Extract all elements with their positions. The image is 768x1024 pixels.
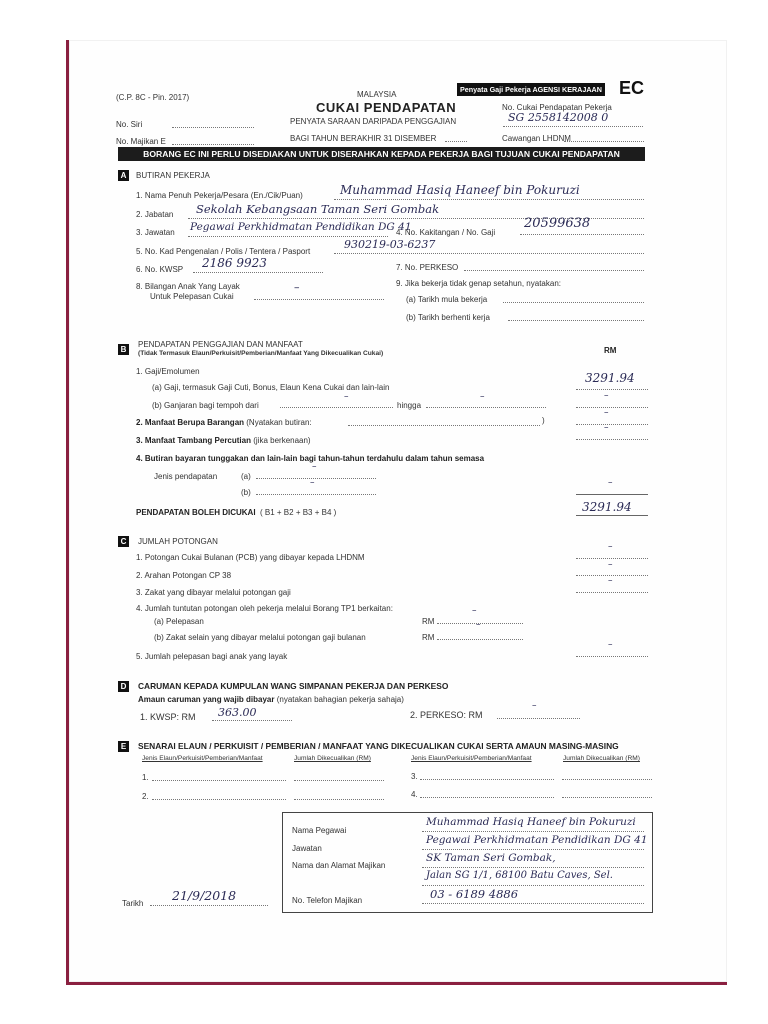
telefon-majikan-label: No. Telefon Majikan [292, 896, 363, 905]
form-subtitle: PENYATA SARAAN DARIPADA PENGGAJIAN [290, 117, 457, 126]
tarikh-mula-field[interactable] [503, 302, 644, 303]
tax-no-label: No. Cukai Pendapatan Pekerja [502, 103, 612, 112]
jawatan-value[interactable]: Pegawai Perkhidmatan Pendidikan DG 41 [190, 221, 412, 233]
jawatan-label: 3. Jawatan [136, 228, 175, 237]
e-row-4-num: 4. [411, 790, 418, 799]
no-majikan-label: No. Majikan E [116, 137, 166, 146]
ic-value[interactable]: 930219-03-6237 [344, 238, 436, 251]
section-b-marker: B [118, 344, 129, 355]
section-b-subtitle: (Tidak Termasuk Elaun/Perkuisit/Pemberian/Manfaat Yang Dikecualikan Cukai) [138, 350, 384, 357]
total-label: PENDAPATAN BOLEH DICUKAI [136, 508, 256, 517]
manfaat-barangan-value[interactable]: – [604, 408, 609, 418]
section-d-sub-hint: (nyatakan bahagian pekerja sahaja) [276, 695, 404, 704]
jenis-label: Jenis pendapatan [154, 472, 218, 481]
ganjaran-rm-value[interactable]: – [604, 391, 609, 401]
country-label: MALAYSIA [357, 90, 397, 99]
manfaat-percutian-hint: (jika berkenaan) [253, 436, 311, 445]
pcb-value[interactable]: – [608, 542, 613, 552]
anak-line [254, 299, 384, 300]
instruction-banner: BORANG EC INI PERLU DISEDIAKAN UNTUK DISERAHKAN KEPADA PEKERJA BAGI TUJUAN CUKAI PENDAPATAN [118, 147, 645, 161]
nama-pegawai-label: Nama Pegawai [292, 826, 347, 835]
hingga-label: hingga [397, 401, 422, 410]
branch-label: Cawangan LHDNM [502, 134, 571, 143]
manfaat-percutian-line [576, 439, 648, 440]
kwsp-amount-label: 1. KWSP: RM [140, 712, 196, 722]
telefon-majikan-value[interactable]: 03 - 6189 4886 [430, 887, 519, 901]
ic-label: 5. No. Kad Pengenalan / Polis / Tentera / Pasport [136, 247, 311, 256]
anak-label-2: Untuk Pelepasan Cukai [150, 292, 234, 301]
e-row-3-jenis[interactable] [420, 779, 554, 780]
e-row-2-jumlah[interactable] [294, 799, 384, 800]
gaji-a-label: (a) Gaji, termasuk Gaji Cuti, Bonus, Elaun Kena Cukai dan lain-lain [152, 383, 390, 392]
gaji-label: 1. Gaji/Emolumen [136, 367, 200, 376]
paren-close: ) [542, 416, 545, 425]
tax-no-value[interactable]: SG 2558142008 0 [508, 111, 609, 124]
year-label: BAGI TAHUN BERAKHIR 31 DISEMBER [290, 134, 437, 143]
no-siri-field[interactable] [172, 127, 254, 128]
section-a-marker: A [118, 170, 129, 181]
perkeso-amount-label: 2. PERKESO: RM [410, 710, 483, 720]
e-row-2-num: 2. [142, 792, 149, 801]
jabatan-value[interactable]: Sekolah Kebangsaan Taman Seri Gombak [196, 202, 440, 216]
zakat-value[interactable]: – [608, 576, 613, 586]
tunggakan-value[interactable]: – [608, 478, 613, 488]
e-row-1-jenis[interactable] [152, 780, 286, 781]
total-row [136, 508, 336, 517]
manfaat-barangan-hint: (Nyatakan butiran: [246, 418, 312, 427]
e-row-2-jenis[interactable] [152, 799, 286, 800]
zakat-lain-line [437, 639, 523, 640]
jenis-b-label: (b) [241, 488, 251, 497]
kwsp-label: 6. No. KWSP [136, 265, 184, 274]
name-label: 1. Nama Penuh Pekerja/Pesara (En./Cik/Puan) [136, 191, 303, 200]
zakat-lain-label: (b) Zakat selain yang dibayar melalui potongan gaji bulanan [154, 633, 366, 642]
pcb-label: 1. Potongan Cukai Bulanan (PCB) yang dibayar kepada LHDNM [136, 553, 365, 562]
pelepasan-rm: RM [422, 617, 435, 626]
manfaat-barangan-field[interactable] [348, 425, 540, 426]
perkeso-field[interactable] [464, 270, 644, 271]
tarikh-line [150, 905, 268, 906]
ganjaran-dari-line [280, 407, 393, 408]
anak-pelepasan-line [576, 656, 648, 657]
section-b-title: PENDAPATAN PENGGAJIAN DAN MANFAAT [138, 340, 303, 349]
manfaat-percutian-text: 3. Manfaat Tambang Percutian [136, 436, 251, 445]
e-row-1-num: 1. [142, 773, 149, 782]
branch-field[interactable] [564, 141, 644, 142]
no-majikan-field[interactable] [172, 144, 254, 145]
col-jumlah-right: Jumlah Dikecualikan (RM) [563, 755, 640, 762]
agency-badge: Penyata Gaji Pekerja AGENSI KERAJAAN [457, 83, 605, 96]
e-row-1-jumlah[interactable] [294, 780, 384, 781]
kwsp-line [193, 272, 323, 273]
alamat-line-2 [422, 885, 644, 886]
pcb-line [576, 558, 648, 559]
perkeso-label: 7. No. PERKESO [396, 263, 459, 272]
tidak-genap-label: 9. Jika bekerja tidak genap setahun, nyatakan: [396, 279, 561, 288]
kwsp-amount-line [212, 720, 292, 721]
e-row-3-num: 3. [411, 772, 418, 781]
anak-pelepasan-label: 5. Jumlah pelepasan bagi anak yang layak [136, 652, 288, 661]
tarikh-mula-label: (a) Tarikh mula bekerja [406, 295, 488, 304]
name-value[interactable]: Muhammad Hasiq Haneef bin Pokuruzi [340, 183, 580, 197]
section-d-sub-bold: Amaun caruman yang wajib dibayar [138, 695, 275, 704]
nama-pegawai-value[interactable]: Muhammad Hasiq Haneef bin Pokuruzi [426, 816, 636, 828]
ganjaran-rm-line [576, 407, 648, 408]
tunggakan-label: 4. Butiran bayaran tunggakan dan lain-lain bagi tahun-tahun terdahulu dalam tahun semasa [136, 454, 485, 463]
col-jenis-left: Jenis Elaun/Perkuisit/Pemberian/Manfaat [142, 755, 263, 762]
form-title: CUKAI PENDAPATAN [316, 100, 457, 115]
e-row-4-jenis[interactable] [420, 797, 554, 798]
ic-line [334, 253, 644, 254]
tarikh-label: Tarikh [122, 899, 144, 908]
ganjaran-hingga-value[interactable]: – [480, 392, 485, 402]
e-row-3-jumlah[interactable] [562, 779, 652, 780]
tunggakan-line [576, 494, 648, 495]
anak-label-1: 8. Bilangan Anak Yang Layak [136, 282, 240, 291]
jabatan-label: 2. Jabatan [136, 210, 174, 219]
no-siri-label: No. Siri [116, 120, 143, 129]
jenis-a-label: (a) [241, 472, 251, 481]
alamat-majikan-value-1[interactable]: SK Taman Seri Gombak, [426, 852, 556, 864]
jenis-b-line [256, 494, 376, 495]
kakitangan-label: 4. No. Kakitangan / No. Gaji [396, 228, 496, 237]
rm-header: RM [604, 346, 617, 355]
kakitangan-line [520, 234, 644, 235]
manfaat-barangan-label [136, 418, 312, 427]
pelepasan-value[interactable]: – [472, 606, 477, 616]
gaji-a-line [576, 389, 648, 390]
total-formula: ( B1 + B2 + B3 + B4 ) [260, 508, 337, 517]
kakitangan-value[interactable]: 20599638 [524, 216, 591, 231]
cp38-label: 2. Arahan Potongan CP 38 [136, 571, 232, 580]
manfaat-barangan-text: 2. Manfaat Berupa Barangan [136, 418, 245, 427]
jawatan-pegawai-value[interactable]: Pegawai Perkhidmatan Pendidikan DG 41 [426, 834, 648, 846]
section-c-marker: C [118, 536, 129, 547]
tarikh-berhenti-field[interactable] [508, 320, 644, 321]
gaji-a-value[interactable]: 3291.94 [585, 371, 635, 385]
total-value[interactable]: 3291.94 [582, 500, 632, 514]
form-code: (C.P. 8C - Pin. 2017) [116, 93, 190, 102]
telefon-majikan-line [422, 903, 644, 904]
tarikh-value[interactable]: 21/9/2018 [172, 888, 237, 903]
tp1-label: 4. Jumlah tuntutan potongan oleh pekerja melalui Borang TP1 berkaitan: [136, 604, 393, 613]
anak-value[interactable]: – [294, 281, 300, 294]
cp38-value[interactable]: – [608, 560, 613, 570]
section-d-title: CARUMAN KEPADA KUMPULAN WANG SIMPANAN PEKERJA DAN PERKESO [138, 681, 449, 691]
zakat-line [576, 592, 648, 593]
perkeso-amount-value[interactable]: – [532, 701, 537, 711]
alamat-majikan-value-2[interactable]: Jalan SG 1/1, 68100 Batu Caves, Sel. [426, 870, 613, 881]
col-jumlah-left: Jumlah Dikecualikan (RM) [294, 755, 371, 762]
manfaat-percutian-label [136, 436, 311, 445]
year-field[interactable] [445, 141, 467, 142]
nama-pegawai-line [422, 831, 644, 832]
ganjaran-label: (b) Ganjaran bagi tempoh dari [152, 401, 259, 410]
tax-no-line [503, 126, 643, 127]
tarikh-berhenti-label: (b) Tarikh berhenti kerja [406, 313, 490, 322]
kwsp-value[interactable]: 2186 9923 [202, 256, 267, 270]
pelepasan-label: (a) Pelepasan [154, 617, 204, 626]
section-d-marker: D [118, 681, 129, 692]
zakat-label: 3. Zakat yang dibayar melalui potongan gaji [136, 588, 291, 597]
ganjaran-hingga-line [426, 407, 546, 408]
jawatan-pegawai-line [422, 849, 644, 850]
section-e-title: SENARAI ELAUN / PERKUISIT / PEMBERIAN / MANFAAT YANG DIKECUALIKAN CUKAI SERTA AMAUN MASING-MASING [138, 741, 619, 751]
section-d-sub [138, 695, 404, 704]
jenis-b-value[interactable]: – [310, 478, 315, 488]
form-type: EC [619, 78, 645, 98]
ganjaran-dari-value[interactable]: – [344, 392, 349, 402]
section-c-title: JUMLAH POTONGAN [138, 537, 218, 546]
anak-pelepasan-value[interactable]: – [608, 640, 613, 650]
total-line [576, 515, 648, 516]
perkeso-amount-line [497, 718, 580, 719]
alamat-line-1 [422, 867, 644, 868]
kwsp-amount-value[interactable]: 363.00 [218, 706, 257, 719]
name-line [334, 199, 644, 200]
zakat-lain-value[interactable]: – [476, 620, 481, 630]
col-jenis-right: Jenis Elaun/Perkuisit/Pemberian/Manfaat [411, 755, 532, 762]
manfaat-percutian-value[interactable]: – [604, 423, 609, 433]
zakat-lain-rm: RM [422, 633, 435, 642]
jenis-a-value[interactable]: – [312, 462, 317, 472]
section-e-marker: E [118, 741, 129, 752]
manfaat-barangan-line [576, 424, 648, 425]
alamat-majikan-label: Nama dan Alamat Majikan [292, 861, 386, 870]
e-row-4-jumlah[interactable] [562, 797, 652, 798]
jawatan-line [188, 236, 388, 237]
section-a-title: BUTIRAN PEKERJA [136, 171, 210, 180]
jenis-a-line [256, 478, 376, 479]
jawatan-pegawai-label: Jawatan [292, 844, 322, 853]
